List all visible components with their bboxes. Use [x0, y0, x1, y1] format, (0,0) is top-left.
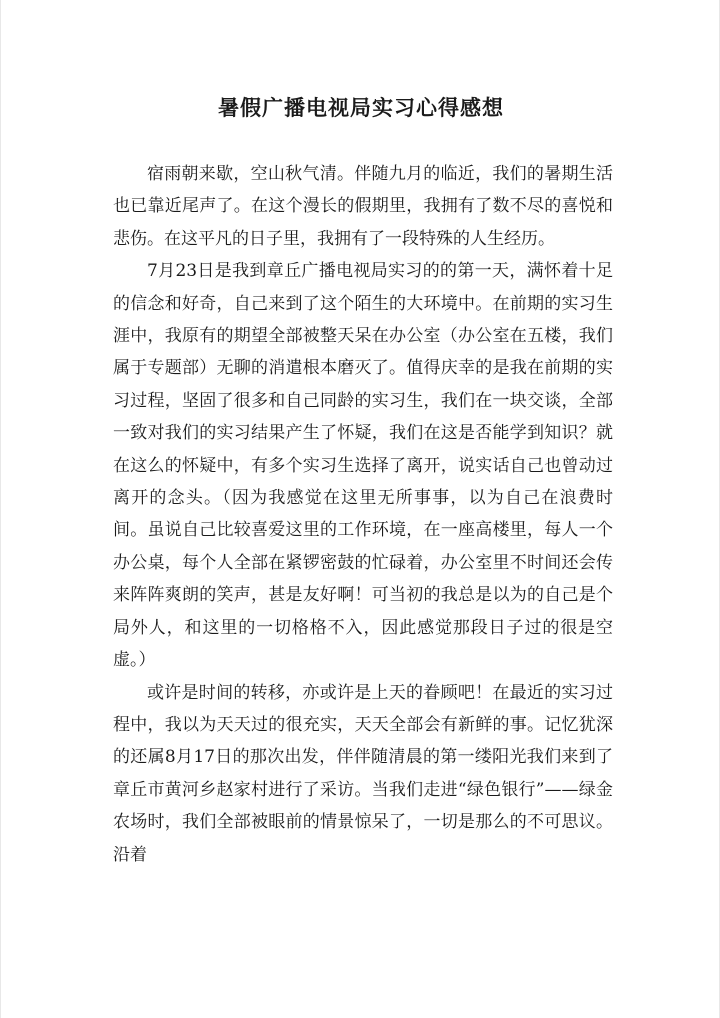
paragraph-1: 宿雨朝来歇，空山秋气清。伴随九月的临近，我们的暑期生活也已靠近尾声了。在这个漫长的假期里，我拥有了数不尽的喜悦和悲伤。在这平凡的日子里，我拥有了一段特殊的人生经历。	[113, 164, 613, 249]
document-body	[113, 158, 613, 871]
paragraph-3: 或许是时间的转移，亦或许是上天的眷顾吧！在最近的实习过程中，我以为天天过的很充实，天天全部会有新鲜的事。记忆犹深的还属8月17日的那次出发，伴伴随清晨的第一缕阳光我们来到了章丘市黄河乡赵家村进行了采访。当我们走进“绿色银行”——绿金农场时，我们全部被眼前的情景惊呆了，一切是那么的不可思议。沿着	[113, 682, 613, 865]
document-title: 暑假广播电视局实习心得感想	[218, 95, 504, 120]
paragraph-2: 7月23日是我到章丘广播电视局实习的的第一天，满怀着十足的信念和好奇，自己来到了这个陌生的大环境中。在前期的实习生涯中，我原有的期望全部被整天呆在办公室（办公室在五楼，我们属于专题部）无聊的消遣根本磨灭了。值得庆幸的是我在前期的实习过程，坚固了很多和自己同龄的实习生，我们在一块交谈，全部一致对我们的实习结果产生了怀疑，我们在这是否能学到知识？就在这么的怀疑中，有多个实习生选择了离开，说实话自己也曾动过离开的念头。（因为我感觉在这里无所事事，以为自己在浪费时间。虽说自己比较喜爱这里的工作环境，在一座高楼里，每人一个办公桌，每个人全部在紧锣密鼓的忙碌着，办公室里不时间还会传来阵阵爽朗的笑声，甚是友好啊！可当初的我总是以为的自己是个局外人，和这里的一切格格不入，因此感觉那段日子过的很是空虚。）	[113, 261, 613, 671]
